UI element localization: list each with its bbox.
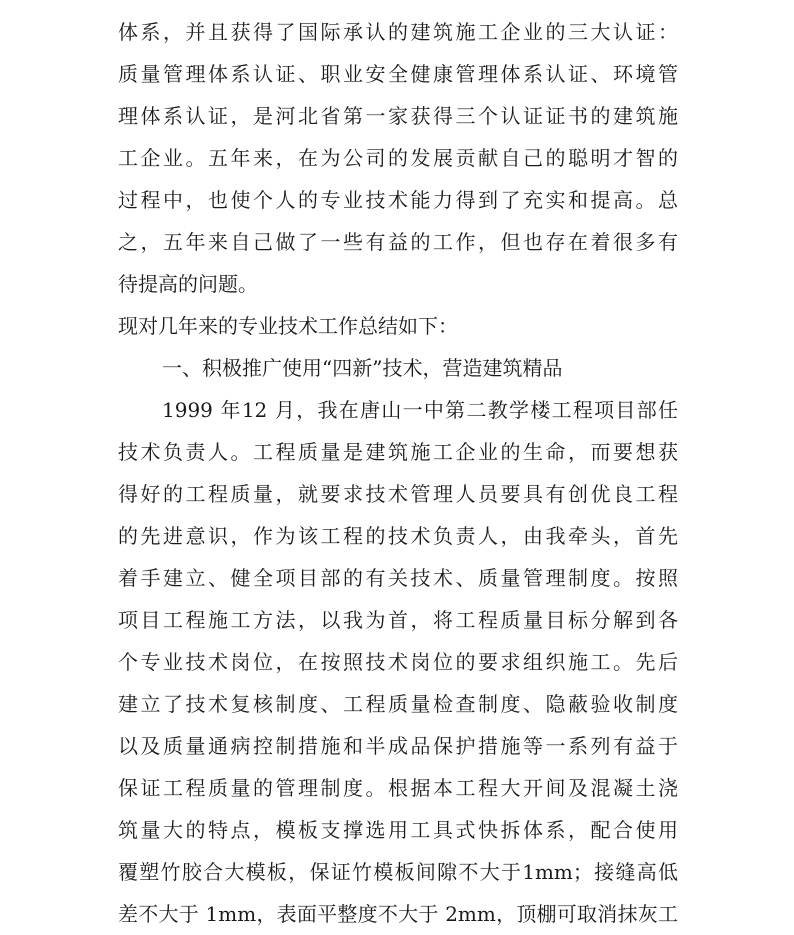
text-line: 差不大于 1mm，表面平整度不大于 2mm，顶棚可取消抹灰工 [118, 902, 678, 926]
text-line: 过程中，也使个人的专业技术能力得到了充实和提高。总 [118, 188, 678, 212]
text-line: 理体系认证，是河北省第一家获得三个认证证书的建筑施 [118, 104, 678, 128]
text-line: 技术负责人。工程质量是建筑施工企业的生命，而要想获 [118, 440, 678, 464]
text-line: 保证工程质量的管理制度。根据本工程大开间及混凝土浇 [118, 776, 678, 800]
text-line: 覆塑竹胶合大模板，保证竹模板间隙不大于1mm；接缝高低 [118, 860, 678, 884]
text-line: 个专业技术岗位，在按照技术岗位的要求组织施工。先后 [118, 650, 678, 674]
text-line: 建立了技术复核制度、工程质量检查制度、隐蔽验收制度 [118, 692, 678, 716]
text-line: 体系，并且获得了国际承认的建筑施工企业的三大认证： [118, 20, 678, 44]
text-line: 之，五年来自己做了一些有益的工作，但也存在着很多有 [118, 230, 678, 254]
text-line: 项目工程施工方法，以我为首，将工程质量目标分解到各 [118, 608, 678, 632]
text-line: 待提高的问题。 [118, 272, 258, 296]
section-heading: 一、积极推广使用“四新”技术，营造建筑精品 [162, 356, 563, 380]
text-line: 的先进意识，作为该工程的技术负责人，由我牵头，首先 [118, 524, 678, 548]
text-line: 以及质量通病控制措施和半成品保护措施等一系列有益于 [118, 734, 678, 758]
text-line: 1999 年12 月，我在唐山一中第二教学楼工程项目部任 [162, 398, 678, 422]
text-line: 得好的工程质量，就要求技术管理人员要具有创优良工程 [118, 482, 678, 506]
text-line: 筑量大的特点，模板支撑选用工具式快拆体系，配合使用 [118, 818, 678, 842]
text-line: 工企业。五年来，在为公司的发展贡献自己的聪明才智的 [118, 146, 678, 170]
text-line: 着手建立、健全项目部的有关技术、质量管理制度。按照 [118, 566, 678, 590]
text-line: 现对几年来的专业技术工作总结如下： [118, 314, 458, 338]
text-line: 质量管理体系认证、职业安全健康管理体系认证、环境管 [118, 62, 678, 86]
